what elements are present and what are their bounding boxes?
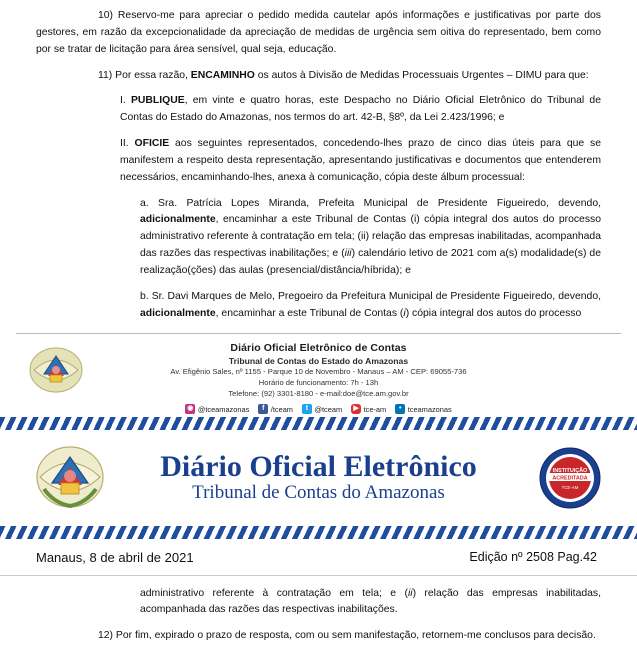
- flickr-icon: •: [395, 404, 405, 414]
- text-run: , em vinte e quatro horas, este Despacho no Diário Oficial Eletrônico do Tribunal de Contas do Estado do Amazonas, nos termos do art. 42-B, §8º, da Lei 2.423/1996; e: [120, 95, 601, 124]
- paragraph-item-b: [36, 289, 601, 323]
- paragraph-cont-a: [36, 586, 601, 620]
- masthead-titles: [160, 451, 477, 504]
- text-run: 12) Por fim, expirado o prazo de resposta, com ou sem manifestação, retornem-me conclusos para decisão.: [98, 630, 596, 642]
- text-run: , encaminhar a este Tribunal de Contas (i) cópia integral dos autos do processo administrativo referente à contratação em tela; (ii) relação das empresas inabilitadas, acompanhada das razões das respectivas inabilitações; e (: [140, 214, 601, 260]
- instagram-icon: ◉: [187, 405, 194, 413]
- paragraph-item-10: [36, 8, 601, 59]
- footer-address: Av. Efigênio Sales, nº 1155 - Parque 10 de Novembro - Manaus – AM - CEP: 69055-736: [170, 366, 467, 376]
- text-run: II.: [120, 138, 135, 150]
- document-body-top: [0, 0, 637, 323]
- text-run: 11) Por essa razão,: [98, 69, 191, 81]
- youtube-icon: ▶: [351, 404, 361, 414]
- footer-title: Diário Oficial Eletrônico de Contas: [230, 341, 407, 354]
- issue-edition: Edição nº 2508 Pag.42: [469, 550, 597, 564]
- issue-date: Manaus, 8 de abril de 2021: [36, 549, 194, 565]
- social-link-twitter[interactable]: [302, 404, 342, 414]
- facebook-icon: f: [258, 404, 268, 414]
- social-link-youtube[interactable]: [351, 404, 386, 414]
- text-run: i: [403, 307, 406, 319]
- social-link-flickr[interactable]: [395, 404, 451, 414]
- text-run: b. Sr. Davi Marques de Melo, Pregoeiro da Prefeitura Municipal de Presidente Figueiredo, devendo,: [140, 290, 601, 302]
- social-link-instagram[interactable]: [185, 404, 249, 414]
- social-handle: tceamazonas: [407, 404, 452, 414]
- twitter-icon: t: [302, 404, 312, 414]
- page-footer: [0, 338, 637, 416]
- text-run: I.: [120, 95, 131, 107]
- text-run: administrativo referente à contratação em tela; e (: [140, 587, 408, 599]
- instituicao-acreditada-seal-icon: [539, 447, 601, 509]
- masthead: [0, 431, 637, 525]
- text-run: adicionalmente: [140, 307, 216, 319]
- text-run: , encaminhar a este Tribunal de Contas (: [215, 307, 404, 319]
- text-run: adicionalmente: [140, 214, 216, 226]
- svg-text:ACREDITADA: ACREDITADA: [552, 475, 588, 482]
- paragraph-item-a: [36, 196, 601, 280]
- social-handle: @tceamazonas: [197, 404, 250, 414]
- masthead-band-top: [0, 416, 637, 431]
- social-handle: tce-am: [363, 404, 387, 414]
- footer-text-block: [0, 338, 637, 415]
- social-handle: @tceam: [314, 404, 343, 414]
- social-handle: /tceam: [270, 404, 293, 414]
- footer-subtitle: Tribunal de Contas do Estado do Amazonas: [228, 355, 409, 366]
- footer-contact: Telefone: (92) 3301-8180 - e-mail:doe@tce.am.gov.br: [228, 389, 409, 398]
- tce-amazonas-coat-of-arms-icon: [34, 443, 106, 511]
- text-run: aos seguintes representados, concedendo-lhes prazo de cinco dias úteis para que se manifestem a respeito desta representação, apresentando justificativas e documentos que entenderem necessários, encaminhando-lhes, anexa à comunicação, cópia deste álbum processual:: [120, 138, 601, 183]
- text-run: ii: [407, 587, 413, 599]
- text-run: OFICIE: [134, 138, 170, 150]
- masthead-subtitle: Tribunal de Contas do Amazonas: [192, 482, 445, 504]
- masthead-title: Diário Oficial Eletrônico: [160, 449, 477, 483]
- text-run: ENCAMINHO: [190, 69, 255, 81]
- text-run: ) relação das empresas inabilitadas, acompanhada das razões das respectivas inabilitações.: [140, 587, 601, 616]
- text-run: PUBLIQUE: [130, 95, 185, 107]
- paragraph-item-11: [36, 68, 601, 85]
- tce-amazonas-logo-icon: [28, 344, 84, 396]
- svg-text:TCE-AM: TCE-AM: [561, 484, 579, 490]
- paragraph-item-II: [36, 136, 601, 187]
- text-run: ) calendário letivo de 2021 com a(s) modalidade(s) de realização(ções) das aulas (presencial/distância/híbrida); e: [140, 248, 601, 276]
- text-run: iii: [344, 248, 352, 260]
- text-run: ) cópia integral dos autos do processo: [405, 307, 582, 319]
- paragraph-item-12: [36, 628, 601, 645]
- footer-social-row: [0, 404, 637, 414]
- issue-info-row: [0, 540, 637, 576]
- masthead-band-bottom: [0, 525, 637, 540]
- text-run: 10) Reservo-me para apreciar o pedido medida cautelar após informações e justificativas por parte dos gestores, em razão da excepcionalidade da apreciação de medidas de urgência sem oitiva do representado, bem como por se tratar de licitação para área sensível, qual seja, educação.: [36, 10, 601, 55]
- footer-divider: [16, 333, 621, 334]
- footer-hours: Horário de funcionamento: 7h - 13h: [258, 377, 379, 387]
- paragraph-item-I: [36, 93, 601, 127]
- text-run: a. Sra. Patrícia Lopes Miranda, Prefeita Municipal de Presidente Figueiredo, devendo,: [140, 197, 601, 209]
- text-run: os autos à Divisão de Medidas Processuais Urgentes – DIMU para que:: [254, 69, 589, 81]
- social-link-facebook[interactable]: [258, 404, 293, 414]
- svg-text:INSTITUIÇÃO: INSTITUIÇÃO: [552, 467, 588, 474]
- document-body-bottom: [0, 576, 637, 646]
